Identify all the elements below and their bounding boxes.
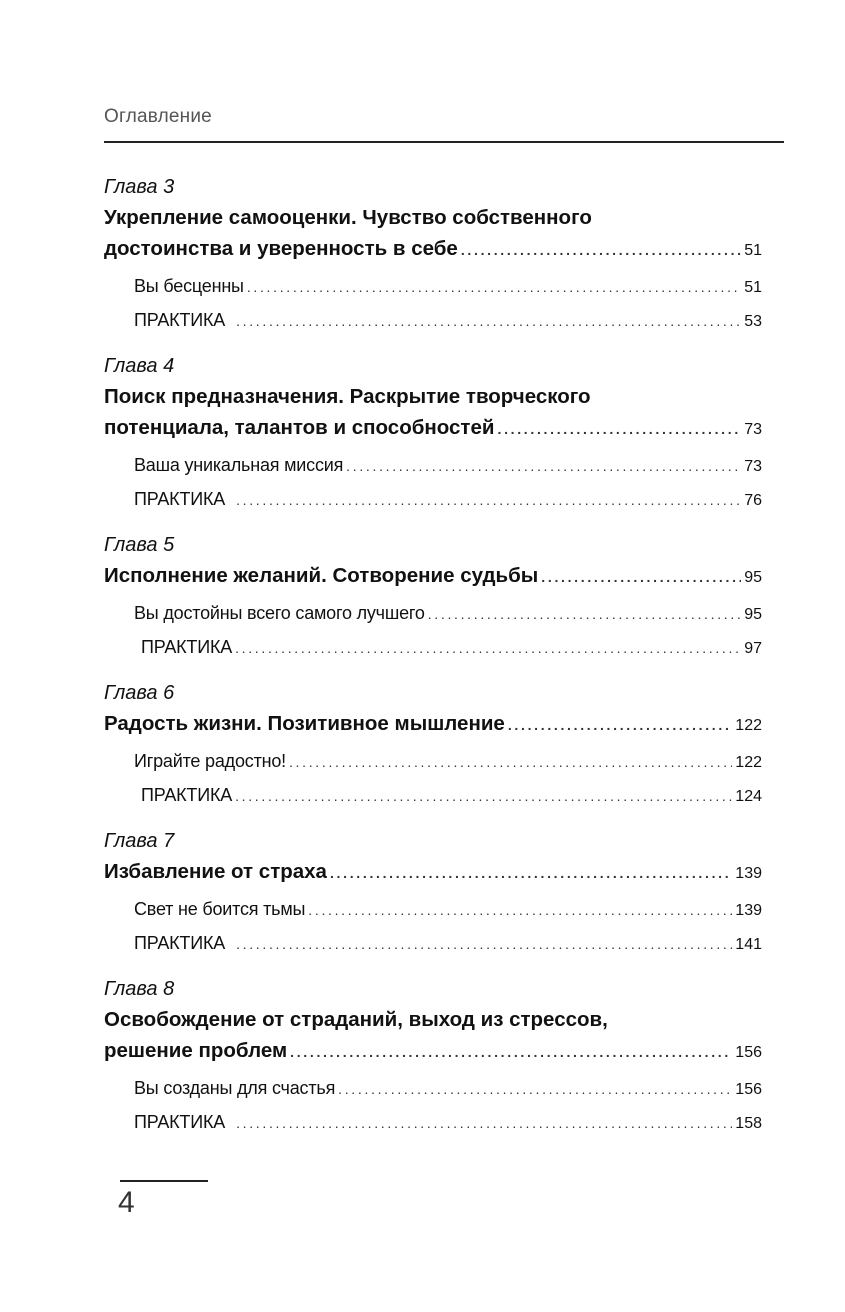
dot-leader — [236, 937, 732, 951]
chapter-3 — [104, 172, 762, 338]
page-ref: 76 — [744, 492, 762, 509]
dot-leader — [290, 1045, 732, 1059]
section-title: ПРАКТИКА — [134, 933, 226, 953]
chapter-title-line: Освобождение от страданий, выход из стрессов, — [104, 1008, 608, 1031]
chapter-title-line: Укрепление самооценки. Чувство собственного — [104, 206, 592, 229]
dot-leader — [541, 570, 741, 584]
section-title: Вы созданы для счастья — [134, 1078, 336, 1098]
chapter-title-entry[interactable] — [104, 856, 762, 889]
chapter-title: Радость жизни. Позитивное мышление — [104, 712, 505, 735]
dot-leader — [289, 755, 732, 769]
chapter-title-entry[interactable] — [104, 233, 762, 266]
dot-leader — [236, 493, 741, 507]
chapter-title: Избавление от страха — [104, 860, 327, 883]
chapter-title: решение проблем — [104, 1039, 288, 1062]
dot-leader — [247, 280, 741, 294]
chapter-6 — [104, 678, 762, 813]
dot-leader — [308, 903, 732, 917]
section-entry[interactable] — [134, 893, 762, 927]
chapter-title-entry[interactable] — [104, 1035, 762, 1068]
section-entry[interactable] — [134, 483, 762, 517]
page-ref: 122 — [735, 754, 762, 771]
page-ref: 53 — [744, 313, 762, 330]
running-head: Оглавление — [104, 106, 212, 127]
chapter-4 — [104, 351, 762, 517]
page-ref: 124 — [735, 788, 762, 805]
section-entry[interactable] — [134, 597, 762, 631]
section-title: ПРАКТИКА — [134, 310, 226, 330]
dot-leader — [428, 607, 742, 621]
chapter-8 — [104, 974, 762, 1140]
table-of-contents — [104, 172, 762, 1153]
section-title: Вы бесценны — [134, 276, 244, 296]
section-entry[interactable] — [134, 779, 762, 813]
chapter-label: Глава 4 — [104, 355, 175, 377]
dot-leader — [497, 422, 741, 436]
section-entry[interactable] — [134, 449, 762, 483]
page-ref: 158 — [735, 1115, 762, 1132]
dot-leader — [236, 314, 741, 328]
section-entry[interactable] — [134, 1072, 762, 1106]
section-title: Вы достойны всего самого лучшего — [134, 603, 425, 623]
chapter-7 — [104, 826, 762, 961]
dot-leader — [338, 1082, 732, 1096]
page-ref: 51 — [744, 279, 762, 296]
section-entry[interactable] — [134, 745, 762, 779]
page-ref: 73 — [744, 421, 762, 438]
chapter-title-entry[interactable] — [104, 708, 762, 741]
page-ref: 95 — [744, 569, 762, 586]
dot-leader — [330, 866, 732, 880]
dot-leader — [236, 1116, 732, 1130]
section-title: Свет не боится тьмы — [134, 899, 306, 919]
page-ref: 139 — [735, 865, 762, 882]
chapter-title-entry[interactable] — [104, 560, 762, 593]
section-title: ПРАКТИКА — [134, 489, 226, 509]
chapter-label: Глава 5 — [104, 534, 175, 556]
page-ref: 97 — [744, 640, 762, 657]
footer-rule — [120, 1180, 208, 1182]
section-title: ПРАКТИКА — [141, 637, 233, 657]
chapter-5 — [104, 530, 762, 665]
page-ref: 51 — [744, 242, 762, 259]
section-entry[interactable] — [134, 270, 762, 304]
section-title: ПРАКТИКА — [134, 1112, 226, 1132]
page-ref: 139 — [735, 902, 762, 919]
dot-leader — [508, 718, 732, 732]
page-ref: 73 — [744, 458, 762, 475]
page-ref: 156 — [735, 1044, 762, 1061]
section-entry[interactable] — [134, 631, 762, 665]
header-rule — [104, 141, 784, 143]
chapter-title: достоинства и уверенность в себе — [104, 237, 458, 260]
dot-leader — [235, 641, 741, 655]
page-ref: 122 — [735, 717, 762, 734]
chapter-title-entry[interactable] — [104, 412, 762, 445]
chapter-label: Глава 6 — [104, 682, 175, 704]
section-title: Ваша уникальная миссия — [134, 455, 344, 475]
dot-leader — [346, 459, 741, 473]
chapter-label: Глава 7 — [104, 830, 175, 852]
page-ref: 156 — [735, 1081, 762, 1098]
section-title: Играйте радостно! — [134, 751, 286, 771]
section-entry[interactable] — [134, 1106, 762, 1140]
page-ref: 95 — [744, 606, 762, 623]
section-entry[interactable] — [134, 927, 762, 961]
chapter-label: Глава 3 — [104, 176, 175, 198]
page-ref: 141 — [735, 936, 762, 953]
section-entry[interactable] — [134, 304, 762, 338]
chapter-title: потенциала, талантов и способностей — [104, 416, 495, 439]
dot-leader — [235, 789, 732, 803]
page-number: 4 — [118, 1186, 135, 1219]
dot-leader — [461, 243, 741, 257]
section-title: ПРАКТИКА — [141, 785, 233, 805]
chapter-label: Глава 8 — [104, 978, 175, 1000]
chapter-title-line: Поиск предназначения. Раскрытие творческого — [104, 385, 591, 408]
chapter-title: Исполнение желаний. Сотворение судьбы — [104, 564, 539, 587]
